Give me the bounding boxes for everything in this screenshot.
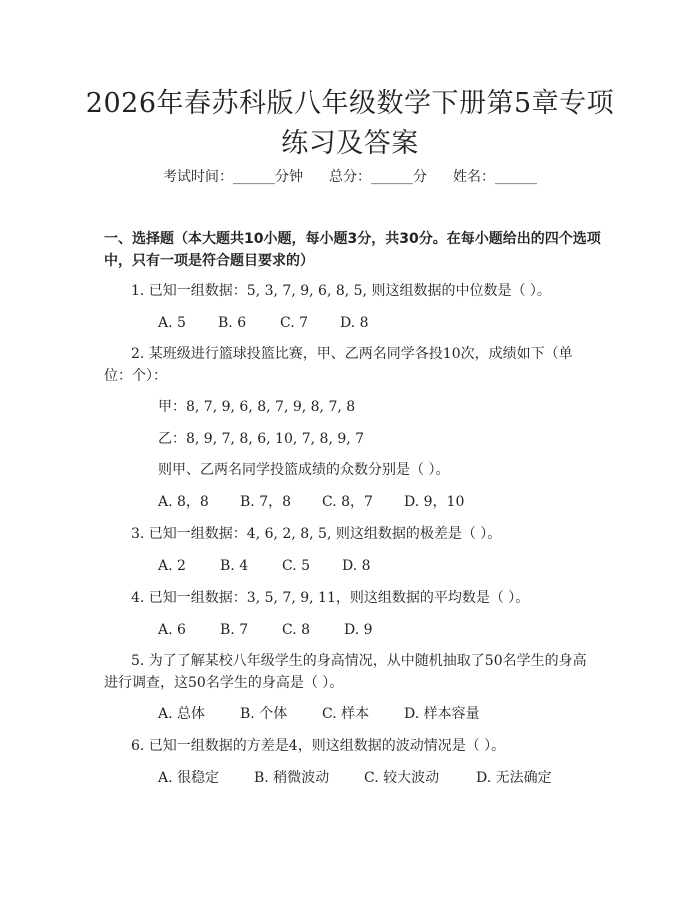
option-c: C. 较大波动: [364, 770, 440, 786]
option-b: B. 7，8: [240, 494, 292, 510]
option-b: B. 稍微波动: [254, 770, 330, 786]
question-5-options: [158, 704, 480, 724]
option-d: D. 9: [344, 622, 373, 638]
question-6-options: [158, 768, 552, 788]
option-c: C. 5: [282, 558, 311, 574]
option-d: D. 样本容量: [404, 706, 480, 722]
question-1-options: [158, 313, 369, 333]
option-c: C. 8: [282, 622, 311, 638]
option-a: A. 很稳定: [158, 770, 220, 786]
exam-info: [0, 167, 700, 187]
exam-time-field: 考试时间：______分钟: [163, 169, 303, 185]
question-2-data-b: 乙：8, 9, 7, 8, 6, 10, 7, 8, 9, 7: [158, 431, 365, 447]
student-name-field: 姓名：______: [453, 169, 537, 185]
option-c: C. 7: [280, 315, 309, 331]
title-line-2: 练习及答案: [281, 128, 419, 159]
option-a: A. 2: [158, 558, 186, 574]
question-1-stem: 1. 已知一组数据：5, 3, 7, 9, 6, 8, 5, 则这组数据的中位数是（ ）。: [131, 283, 551, 299]
question-4-stem: 4. 已知一组数据：3, 5, 7, 9, 11，则这组数据的平均数是（ ）。: [131, 590, 530, 606]
question-4-options: [158, 620, 373, 640]
option-d: D. 8: [342, 558, 371, 574]
option-d: D. 8: [340, 315, 369, 331]
option-a: A. 5: [158, 315, 186, 331]
section-heading: 一、选择题（本大题共10小题，每小题3分，共30分。在每小题给出的四个选项中，只有一项是符合题目要求的）: [104, 231, 601, 269]
question-2-follow: 则甲、乙两名同学投篮成绩的众数分别是（ ）。: [158, 462, 450, 478]
option-d: D. 9，10: [404, 494, 465, 510]
option-b: B. 7: [220, 622, 249, 638]
page-title: [60, 84, 640, 164]
question-5-stem: 5. 为了了解某校八年级学生的身高情况，从中随机抽取了50名学生的身高进行调查，这50名学生的身高是（ ）。: [104, 653, 587, 691]
option-b: B. 6: [218, 315, 247, 331]
option-c: C. 样本: [322, 706, 370, 722]
total-score-field: 总分：______分: [329, 169, 427, 185]
option-a: A. 6: [158, 622, 186, 638]
option-d: D. 无法确定: [476, 770, 552, 786]
question-2-data-a: 甲：8, 7, 9, 6, 8, 7, 9, 8, 7, 8: [158, 399, 356, 415]
question-2-options: [158, 492, 464, 512]
question-3-options: [158, 556, 371, 576]
option-a: A. 8，8: [158, 494, 209, 510]
option-b: B. 4: [220, 558, 249, 574]
option-c: C. 8，7: [322, 494, 373, 510]
question-6-stem: 6. 已知一组数据的方差是4，则这组数据的波动情况是（ ）。: [131, 738, 506, 754]
title-line-1: 2026年春苏科版八年级数学下册第5章专项: [85, 88, 615, 119]
question-3-stem: 3. 已知一组数据：4, 6, 2, 8, 5, 则这组数据的极差是（ ）。: [131, 526, 502, 542]
option-a: A. 总体: [158, 706, 206, 722]
question-2-stem: 2. 某班级进行篮球投篮比赛，甲、乙两名同学各投10次，成绩如下（单位：个）：: [104, 346, 573, 384]
option-b: B. 个体: [240, 706, 288, 722]
